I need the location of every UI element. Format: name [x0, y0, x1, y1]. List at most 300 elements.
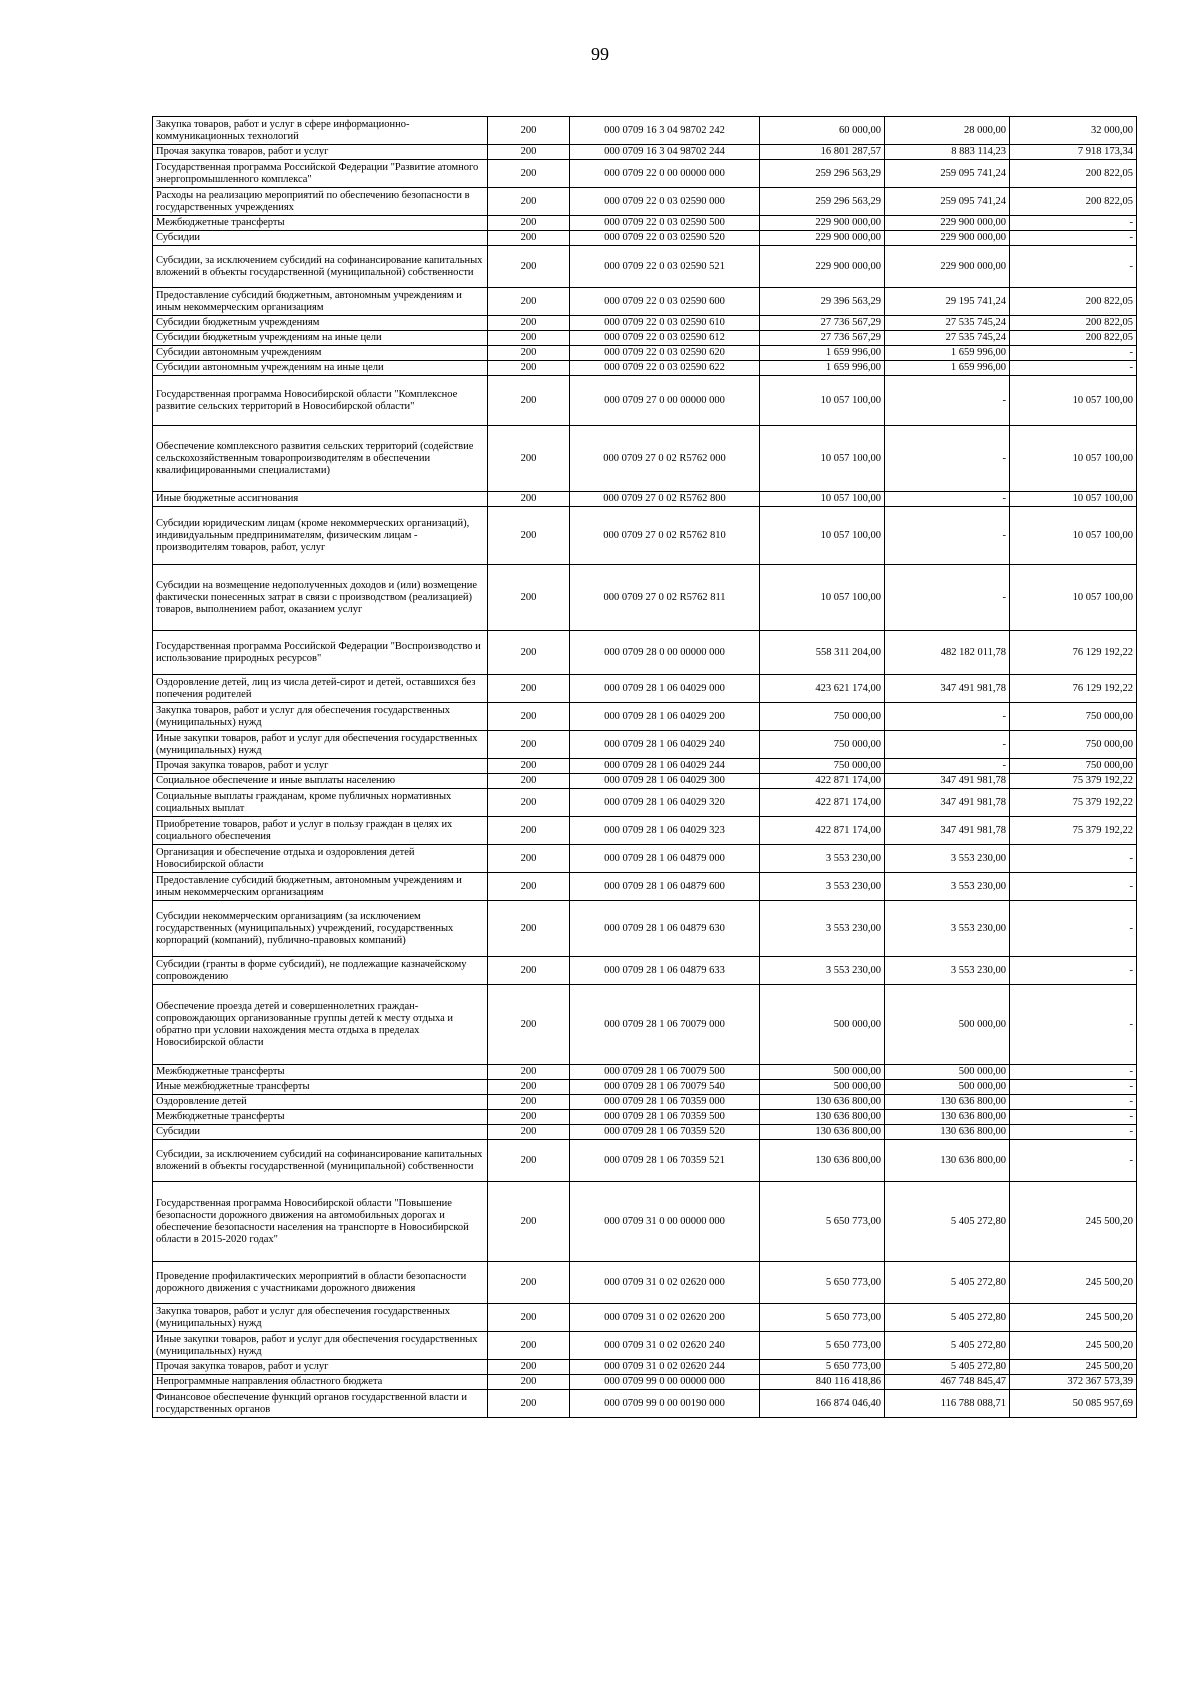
row-name: Межбюджетные трансферты [153, 1110, 488, 1125]
row-approved-amount: 1 659 996,00 [760, 361, 885, 376]
row-executed-amount: - [885, 376, 1010, 426]
row-admin-code: 200 [488, 774, 570, 789]
row-unexecuted-amount: 200 822,05 [1010, 331, 1137, 346]
row-admin-code: 200 [488, 361, 570, 376]
row-executed-amount: 27 535 745,24 [885, 331, 1010, 346]
row-approved-amount: 422 871 174,00 [760, 817, 885, 845]
row-approved-amount: 10 057 100,00 [760, 565, 885, 631]
row-unexecuted-amount: - [1010, 1110, 1137, 1125]
table-row [153, 231, 1137, 246]
table-row [153, 426, 1137, 492]
row-executed-amount: 5 405 272,80 [885, 1332, 1010, 1360]
row-admin-code: 200 [488, 631, 570, 675]
row-name: Субсидии [153, 1125, 488, 1140]
row-unexecuted-amount: - [1010, 361, 1137, 376]
table-row [153, 1390, 1137, 1418]
row-executed-amount: - [885, 507, 1010, 565]
row-classification-code: 000 0709 28 1 06 04029 300 [570, 774, 760, 789]
row-approved-amount: 130 636 800,00 [760, 1140, 885, 1182]
row-executed-amount: 130 636 800,00 [885, 1140, 1010, 1182]
table-row [153, 246, 1137, 288]
row-unexecuted-amount: 76 129 192,22 [1010, 631, 1137, 675]
row-name: Государственная программа Новосибирской области "Повышение безопасности дорожного движения на автомобильных дорогах и обеспечение безопасности населения на транспорте в Новосибирской области в 2015-2020 годах" [153, 1182, 488, 1262]
row-executed-amount: 347 491 981,78 [885, 817, 1010, 845]
row-unexecuted-amount: 75 379 192,22 [1010, 817, 1137, 845]
table-row [153, 361, 1137, 376]
row-classification-code: 000 0709 28 1 06 70079 000 [570, 985, 760, 1065]
row-name: Приобретение товаров, работ и услуг в пользу граждан в целях их социального обеспечения [153, 817, 488, 845]
row-unexecuted-amount: 372 367 573,39 [1010, 1375, 1137, 1390]
row-name: Субсидии автономным учреждениям [153, 346, 488, 361]
row-executed-amount: 29 195 741,24 [885, 288, 1010, 316]
row-unexecuted-amount: 75 379 192,22 [1010, 774, 1137, 789]
row-classification-code: 000 0709 22 0 03 02590 610 [570, 316, 760, 331]
row-unexecuted-amount: 75 379 192,22 [1010, 789, 1137, 817]
row-executed-amount: - [885, 492, 1010, 507]
row-name: Субсидии на возмещение недополученных доходов и (или) возмещение фактически понесенных затрат в связи с производством (реализацией) товаров, выполнением работ, оказанием услуг [153, 565, 488, 631]
row-admin-code: 200 [488, 1390, 570, 1418]
row-classification-code: 000 0709 22 0 03 02590 612 [570, 331, 760, 346]
row-name: Обеспечение комплексного развития сельских территорий (содействие сельскохозяйственным товаропроизводителям в обеспечении квалифицированными специалистами) [153, 426, 488, 492]
row-approved-amount: 130 636 800,00 [760, 1125, 885, 1140]
row-unexecuted-amount: 10 057 100,00 [1010, 507, 1137, 565]
row-unexecuted-amount: - [1010, 901, 1137, 957]
row-name: Предоставление субсидий бюджетным, автономным учреждениям и иным некоммерческим организациям [153, 288, 488, 316]
table-row [153, 1095, 1137, 1110]
row-executed-amount: 5 405 272,80 [885, 1182, 1010, 1262]
row-approved-amount: 422 871 174,00 [760, 774, 885, 789]
row-unexecuted-amount: 200 822,05 [1010, 160, 1137, 188]
row-classification-code: 000 0709 28 1 06 04029 200 [570, 703, 760, 731]
table-row [153, 145, 1137, 160]
row-classification-code: 000 0709 22 0 03 02590 520 [570, 231, 760, 246]
row-admin-code: 200 [488, 759, 570, 774]
row-name: Закупка товаров, работ и услуг в сфере информационно-коммуникационных технологий [153, 117, 488, 145]
row-admin-code: 200 [488, 873, 570, 901]
row-executed-amount: 8 883 114,23 [885, 145, 1010, 160]
row-executed-amount: 347 491 981,78 [885, 675, 1010, 703]
row-unexecuted-amount: 200 822,05 [1010, 188, 1137, 216]
table-row [153, 507, 1137, 565]
row-classification-code: 000 0709 28 1 06 04029 244 [570, 759, 760, 774]
row-unexecuted-amount: 10 057 100,00 [1010, 376, 1137, 426]
row-executed-amount: - [885, 426, 1010, 492]
row-admin-code: 200 [488, 216, 570, 231]
table-row [153, 789, 1137, 817]
row-admin-code: 200 [488, 492, 570, 507]
row-approved-amount: 130 636 800,00 [760, 1095, 885, 1110]
row-approved-amount: 10 057 100,00 [760, 492, 885, 507]
row-executed-amount: 347 491 981,78 [885, 789, 1010, 817]
row-executed-amount: 467 748 845,47 [885, 1375, 1010, 1390]
row-approved-amount: 27 736 567,29 [760, 331, 885, 346]
row-admin-code: 200 [488, 845, 570, 873]
row-classification-code: 000 0709 22 0 03 02590 521 [570, 246, 760, 288]
row-classification-code: 000 0709 16 3 04 98702 244 [570, 145, 760, 160]
row-admin-code: 200 [488, 1262, 570, 1304]
row-approved-amount: 750 000,00 [760, 759, 885, 774]
row-approved-amount: 60 000,00 [760, 117, 885, 145]
row-executed-amount: 259 095 741,24 [885, 160, 1010, 188]
row-admin-code: 200 [488, 675, 570, 703]
row-executed-amount: 3 553 230,00 [885, 957, 1010, 985]
row-unexecuted-amount: 76 129 192,22 [1010, 675, 1137, 703]
row-unexecuted-amount: - [1010, 1125, 1137, 1140]
row-classification-code: 000 0709 28 1 06 70359 521 [570, 1140, 760, 1182]
row-admin-code: 200 [488, 426, 570, 492]
row-approved-amount: 229 900 000,00 [760, 216, 885, 231]
table-row [153, 1080, 1137, 1095]
budget-table-body [153, 117, 1137, 1418]
row-executed-amount: 229 900 000,00 [885, 231, 1010, 246]
row-name: Субсидии бюджетным учреждениям [153, 316, 488, 331]
row-approved-amount: 130 636 800,00 [760, 1110, 885, 1125]
row-approved-amount: 3 553 230,00 [760, 957, 885, 985]
row-approved-amount: 3 553 230,00 [760, 901, 885, 957]
row-executed-amount: 28 000,00 [885, 117, 1010, 145]
row-executed-amount: 1 659 996,00 [885, 346, 1010, 361]
row-approved-amount: 10 057 100,00 [760, 376, 885, 426]
table-row [153, 817, 1137, 845]
row-admin-code: 200 [488, 1140, 570, 1182]
row-name: Непрограммные направления областного бюджета [153, 1375, 488, 1390]
row-name: Иные закупки товаров, работ и услуг для обеспечения государственных (муниципальных) нужд [153, 731, 488, 759]
row-unexecuted-amount: 50 085 957,69 [1010, 1390, 1137, 1418]
table-row [153, 731, 1137, 759]
row-approved-amount: 27 736 567,29 [760, 316, 885, 331]
table-row [153, 216, 1137, 231]
table-row [153, 1110, 1137, 1125]
row-approved-amount: 3 553 230,00 [760, 845, 885, 873]
row-name: Оздоровление детей [153, 1095, 488, 1110]
row-executed-amount: 116 788 088,71 [885, 1390, 1010, 1418]
table-row [153, 160, 1137, 188]
table-row [153, 774, 1137, 789]
table-row [153, 1262, 1137, 1304]
row-admin-code: 200 [488, 1110, 570, 1125]
row-executed-amount: 3 553 230,00 [885, 901, 1010, 957]
row-executed-amount: 500 000,00 [885, 1065, 1010, 1080]
row-executed-amount: 229 900 000,00 [885, 246, 1010, 288]
table-row [153, 759, 1137, 774]
row-classification-code: 000 0709 22 0 03 02590 622 [570, 361, 760, 376]
row-classification-code: 000 0709 16 3 04 98702 242 [570, 117, 760, 145]
row-executed-amount: 5 405 272,80 [885, 1360, 1010, 1375]
row-approved-amount: 229 900 000,00 [760, 231, 885, 246]
row-admin-code: 200 [488, 1095, 570, 1110]
row-unexecuted-amount: 750 000,00 [1010, 759, 1137, 774]
table-row [153, 1140, 1137, 1182]
row-admin-code: 200 [488, 817, 570, 845]
table-row [153, 901, 1137, 957]
row-unexecuted-amount: 750 000,00 [1010, 731, 1137, 759]
row-name: Обеспечение проезда детей и совершеннолетних граждан-сопровождающих организованные группы детей к месту отдыха и обратно при условии нахождения места отдыха в пределах Новосибирской области [153, 985, 488, 1065]
row-unexecuted-amount: - [1010, 246, 1137, 288]
row-classification-code: 000 0709 28 1 06 04029 323 [570, 817, 760, 845]
row-name: Проведение профилактических мероприятий в области безопасности дорожного движения с участниками дорожного движения [153, 1262, 488, 1304]
row-classification-code: 000 0709 22 0 03 02590 000 [570, 188, 760, 216]
row-unexecuted-amount: 245 500,20 [1010, 1182, 1137, 1262]
row-classification-code: 000 0709 31 0 02 02620 244 [570, 1360, 760, 1375]
table-row [153, 188, 1137, 216]
table-row [153, 1125, 1137, 1140]
row-classification-code: 000 0709 28 1 06 04879 600 [570, 873, 760, 901]
row-name: Иные закупки товаров, работ и услуг для обеспечения государственных (муниципальных) нужд [153, 1332, 488, 1360]
row-name: Расходы на реализацию мероприятий по обеспечению безопасности в государственных учреждениях [153, 188, 488, 216]
row-admin-code: 200 [488, 288, 570, 316]
row-admin-code: 200 [488, 703, 570, 731]
row-executed-amount: 130 636 800,00 [885, 1125, 1010, 1140]
row-classification-code: 000 0709 27 0 00 00000 000 [570, 376, 760, 426]
row-executed-amount: 130 636 800,00 [885, 1095, 1010, 1110]
row-executed-amount: 5 405 272,80 [885, 1262, 1010, 1304]
row-name: Государственная программа Российской Федерации "Развитие атомного энергопромышленного комплекса" [153, 160, 488, 188]
row-unexecuted-amount: - [1010, 346, 1137, 361]
row-name: Организация и обеспечение отдыха и оздоровления детей Новосибирской области [153, 845, 488, 873]
row-unexecuted-amount: - [1010, 1080, 1137, 1095]
row-admin-code: 200 [488, 1182, 570, 1262]
table-row [153, 845, 1137, 873]
row-unexecuted-amount: - [1010, 216, 1137, 231]
row-name: Закупка товаров, работ и услуг для обеспечения государственных (муниципальных) нужд [153, 1304, 488, 1332]
row-classification-code: 000 0709 28 1 06 04879 633 [570, 957, 760, 985]
budget-table [152, 116, 1137, 1418]
row-admin-code: 200 [488, 316, 570, 331]
table-row [153, 376, 1137, 426]
table-row [153, 492, 1137, 507]
table-row [153, 1065, 1137, 1080]
row-admin-code: 200 [488, 231, 570, 246]
row-approved-amount: 10 057 100,00 [760, 426, 885, 492]
row-admin-code: 200 [488, 160, 570, 188]
row-admin-code: 200 [488, 789, 570, 817]
row-approved-amount: 750 000,00 [760, 703, 885, 731]
row-admin-code: 200 [488, 1080, 570, 1095]
row-unexecuted-amount: - [1010, 845, 1137, 873]
row-name: Социальные выплаты гражданам, кроме публичных нормативных социальных выплат [153, 789, 488, 817]
row-name: Субсидии бюджетным учреждениям на иные цели [153, 331, 488, 346]
row-classification-code: 000 0709 28 0 00 00000 000 [570, 631, 760, 675]
row-unexecuted-amount: 245 500,20 [1010, 1332, 1137, 1360]
row-name: Социальное обеспечение и иные выплаты населению [153, 774, 488, 789]
row-approved-amount: 500 000,00 [760, 985, 885, 1065]
row-unexecuted-amount: 10 057 100,00 [1010, 492, 1137, 507]
row-unexecuted-amount: - [1010, 231, 1137, 246]
row-approved-amount: 500 000,00 [760, 1080, 885, 1095]
row-name: Межбюджетные трансферты [153, 216, 488, 231]
row-name: Прочая закупка товаров, работ и услуг [153, 1360, 488, 1375]
row-unexecuted-amount: 750 000,00 [1010, 703, 1137, 731]
page-number: 99 [591, 44, 609, 64]
table-row [153, 288, 1137, 316]
row-approved-amount: 750 000,00 [760, 731, 885, 759]
row-name: Субсидии [153, 231, 488, 246]
row-executed-amount: 482 182 011,78 [885, 631, 1010, 675]
row-unexecuted-amount: 7 918 173,34 [1010, 145, 1137, 160]
row-admin-code: 200 [488, 1304, 570, 1332]
table-row [153, 873, 1137, 901]
row-name: Субсидии, за исключением субсидий на софинансирование капитальных вложений в объекты государственной (муниципальной) собственности [153, 1140, 488, 1182]
row-unexecuted-amount: - [1010, 1140, 1137, 1182]
row-classification-code: 000 0709 99 0 00 00190 000 [570, 1390, 760, 1418]
row-approved-amount: 500 000,00 [760, 1065, 885, 1080]
row-approved-amount: 422 871 174,00 [760, 789, 885, 817]
row-executed-amount: 27 535 745,24 [885, 316, 1010, 331]
row-admin-code: 200 [488, 1065, 570, 1080]
table-row [153, 316, 1137, 331]
row-executed-amount: - [885, 703, 1010, 731]
row-unexecuted-amount: 200 822,05 [1010, 316, 1137, 331]
row-approved-amount: 166 874 046,40 [760, 1390, 885, 1418]
row-executed-amount: 3 553 230,00 [885, 845, 1010, 873]
row-classification-code: 000 0709 99 0 00 00000 000 [570, 1375, 760, 1390]
row-name: Субсидии юридическим лицам (кроме некоммерческих организаций), индивидуальным предпринимателям, физическим лицам - производителям товаров, работ, услуг [153, 507, 488, 565]
row-executed-amount: 1 659 996,00 [885, 361, 1010, 376]
row-name: Субсидии (гранты в форме субсидий), не подлежащие казначейскому сопровождению [153, 957, 488, 985]
row-classification-code: 000 0709 27 0 02 R5762 811 [570, 565, 760, 631]
row-classification-code: 000 0709 31 0 02 02620 240 [570, 1332, 760, 1360]
row-classification-code: 000 0709 28 1 06 04879 000 [570, 845, 760, 873]
row-approved-amount: 259 296 563,29 [760, 188, 885, 216]
row-approved-amount: 10 057 100,00 [760, 507, 885, 565]
table-row [153, 675, 1137, 703]
row-unexecuted-amount: 245 500,20 [1010, 1360, 1137, 1375]
row-admin-code: 200 [488, 117, 570, 145]
table-row [153, 1360, 1137, 1375]
row-unexecuted-amount: - [1010, 1065, 1137, 1080]
row-name: Субсидии, за исключением субсидий на софинансирование капитальных вложений в объекты государственной (муниципальной) собственности [153, 246, 488, 288]
row-admin-code: 200 [488, 376, 570, 426]
row-executed-amount: 347 491 981,78 [885, 774, 1010, 789]
row-unexecuted-amount: - [1010, 957, 1137, 985]
row-executed-amount: 500 000,00 [885, 1080, 1010, 1095]
row-classification-code: 000 0709 22 0 03 02590 600 [570, 288, 760, 316]
row-classification-code: 000 0709 28 1 06 70079 540 [570, 1080, 760, 1095]
row-name: Иные бюджетные ассигнования [153, 492, 488, 507]
row-classification-code: 000 0709 28 1 06 70359 500 [570, 1110, 760, 1125]
row-name: Субсидии некоммерческим организациям (за исключением государственных (муниципальных) учреждений, государственных корпораций (компаний), публично-правовых компаний) [153, 901, 488, 957]
row-classification-code: 000 0709 31 0 02 02620 200 [570, 1304, 760, 1332]
row-approved-amount: 5 650 773,00 [760, 1332, 885, 1360]
row-approved-amount: 5 650 773,00 [760, 1182, 885, 1262]
row-classification-code: 000 0709 31 0 00 00000 000 [570, 1182, 760, 1262]
row-name: Финансовое обеспечение функций органов государственной власти и государственных органов [153, 1390, 488, 1418]
row-executed-amount: 229 900 000,00 [885, 216, 1010, 231]
row-admin-code: 200 [488, 901, 570, 957]
row-approved-amount: 5 650 773,00 [760, 1262, 885, 1304]
row-approved-amount: 5 650 773,00 [760, 1360, 885, 1375]
table-row [153, 1182, 1137, 1262]
table-row [153, 346, 1137, 361]
row-classification-code: 000 0709 28 1 06 04029 240 [570, 731, 760, 759]
row-name: Прочая закупка товаров, работ и услуг [153, 145, 488, 160]
row-classification-code: 000 0709 22 0 00 00000 000 [570, 160, 760, 188]
row-approved-amount: 3 553 230,00 [760, 873, 885, 901]
row-unexecuted-amount: 200 822,05 [1010, 288, 1137, 316]
row-classification-code: 000 0709 27 0 02 R5762 000 [570, 426, 760, 492]
row-admin-code: 200 [488, 1125, 570, 1140]
table-row [153, 117, 1137, 145]
table-row [153, 985, 1137, 1065]
row-admin-code: 200 [488, 731, 570, 759]
row-name: Иные межбюджетные трансферты [153, 1080, 488, 1095]
row-executed-amount: 5 405 272,80 [885, 1304, 1010, 1332]
table-row [153, 1375, 1137, 1390]
row-classification-code: 000 0709 28 1 06 70359 000 [570, 1095, 760, 1110]
row-name: Прочая закупка товаров, работ и услуг [153, 759, 488, 774]
table-row [153, 703, 1137, 731]
row-admin-code: 200 [488, 985, 570, 1065]
table-row [153, 957, 1137, 985]
row-classification-code: 000 0709 22 0 03 02590 620 [570, 346, 760, 361]
table-row [153, 331, 1137, 346]
table-row [153, 1332, 1137, 1360]
row-unexecuted-amount: 32 000,00 [1010, 117, 1137, 145]
row-approved-amount: 259 296 563,29 [760, 160, 885, 188]
row-executed-amount: 3 553 230,00 [885, 873, 1010, 901]
row-executed-amount: 500 000,00 [885, 985, 1010, 1065]
row-admin-code: 200 [488, 188, 570, 216]
row-approved-amount: 558 311 204,00 [760, 631, 885, 675]
row-unexecuted-amount: - [1010, 985, 1137, 1065]
row-admin-code: 200 [488, 346, 570, 361]
row-name: Государственная программа Новосибирской области "Комплексное развитие сельских территорий в Новосибирской области" [153, 376, 488, 426]
row-classification-code: 000 0709 28 1 06 04879 630 [570, 901, 760, 957]
row-name: Предоставление субсидий бюджетным, автономным учреждениям и иным некоммерческим организациям [153, 873, 488, 901]
row-classification-code: 000 0709 28 1 06 04029 000 [570, 675, 760, 703]
row-admin-code: 200 [488, 246, 570, 288]
row-admin-code: 200 [488, 507, 570, 565]
row-admin-code: 200 [488, 331, 570, 346]
row-name: Оздоровление детей, лиц из числа детей-сирот и детей, оставшихся без попечения родителей [153, 675, 488, 703]
row-name: Государственная программа Российской Федерации "Воспроизводство и использование природных ресурсов" [153, 631, 488, 675]
row-executed-amount: 130 636 800,00 [885, 1110, 1010, 1125]
row-unexecuted-amount: 245 500,20 [1010, 1304, 1137, 1332]
row-admin-code: 200 [488, 1332, 570, 1360]
row-admin-code: 200 [488, 1360, 570, 1375]
row-classification-code: 000 0709 22 0 03 02590 500 [570, 216, 760, 231]
row-classification-code: 000 0709 27 0 02 R5762 800 [570, 492, 760, 507]
row-executed-amount: - [885, 759, 1010, 774]
row-approved-amount: 423 621 174,00 [760, 675, 885, 703]
row-unexecuted-amount: - [1010, 1095, 1137, 1110]
row-approved-amount: 1 659 996,00 [760, 346, 885, 361]
row-executed-amount: - [885, 731, 1010, 759]
table-row [153, 631, 1137, 675]
row-approved-amount: 840 116 418,86 [760, 1375, 885, 1390]
row-approved-amount: 16 801 287,57 [760, 145, 885, 160]
row-classification-code: 000 0709 28 1 06 70359 520 [570, 1125, 760, 1140]
row-approved-amount: 229 900 000,00 [760, 246, 885, 288]
row-classification-code: 000 0709 28 1 06 70079 500 [570, 1065, 760, 1080]
row-executed-amount: - [885, 565, 1010, 631]
row-approved-amount: 29 396 563,29 [760, 288, 885, 316]
row-name: Субсидии автономным учреждениям на иные цели [153, 361, 488, 376]
row-unexecuted-amount: - [1010, 873, 1137, 901]
row-admin-code: 200 [488, 565, 570, 631]
table-row [153, 565, 1137, 631]
row-unexecuted-amount: 245 500,20 [1010, 1262, 1137, 1304]
row-name: Закупка товаров, работ и услуг для обеспечения государственных (муниципальных) нужд [153, 703, 488, 731]
row-classification-code: 000 0709 31 0 02 02620 000 [570, 1262, 760, 1304]
row-classification-code: 000 0709 27 0 02 R5762 810 [570, 507, 760, 565]
row-admin-code: 200 [488, 1375, 570, 1390]
table-row [153, 1304, 1137, 1332]
row-unexecuted-amount: 10 057 100,00 [1010, 565, 1137, 631]
row-approved-amount: 5 650 773,00 [760, 1304, 885, 1332]
row-admin-code: 200 [488, 957, 570, 985]
row-executed-amount: 259 095 741,24 [885, 188, 1010, 216]
